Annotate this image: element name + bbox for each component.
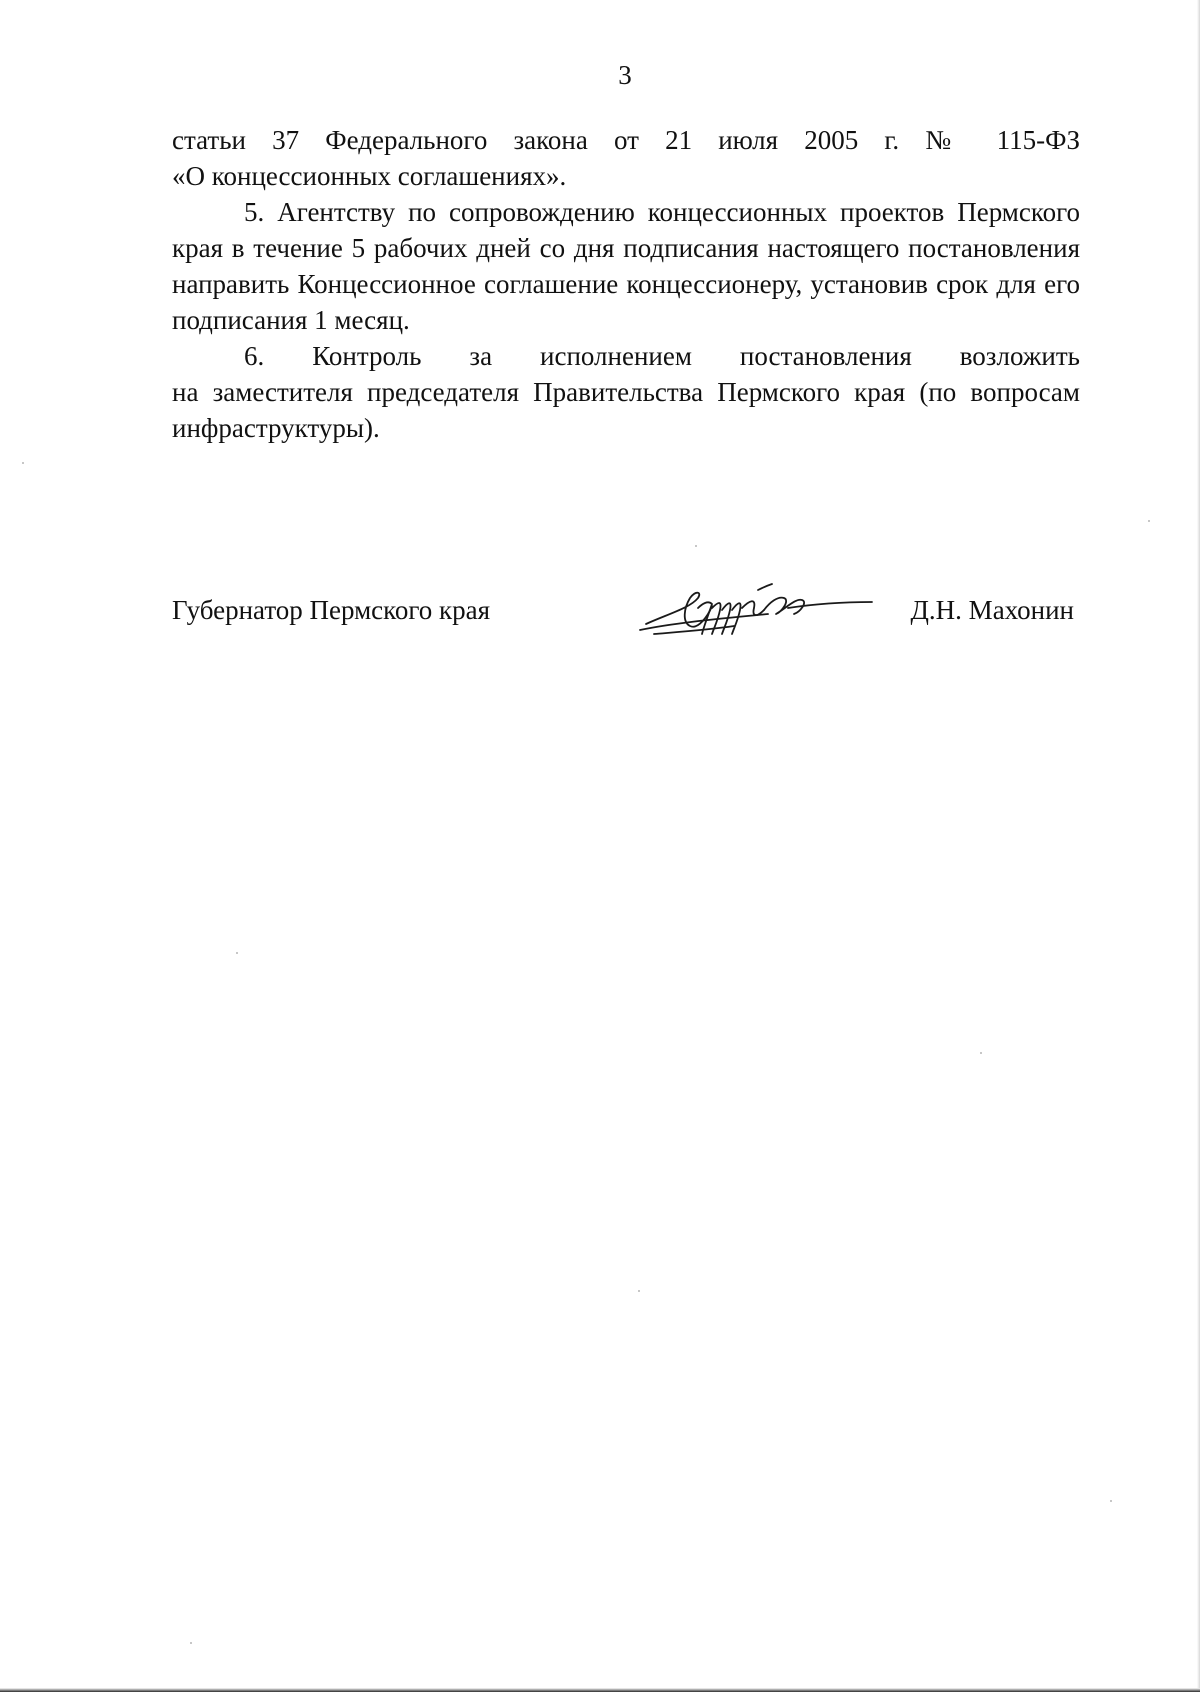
signatory-title: Губернатор Пермского края <box>172 595 491 625</box>
paragraph-item-5: 5. Агентству по сопровождению концессионных проектов Пермского края в течение 5 рабочих дней со дня подписания настоящего постановления направить Концессионное соглашение концессионеру, установив срок для его подписания 1 месяц. <box>172 197 1080 335</box>
scan-speck <box>695 545 697 547</box>
scan-speck <box>1110 1500 1112 1502</box>
handwritten-signature <box>638 568 878 648</box>
scan-speck <box>236 952 238 954</box>
paragraph-item-6-first-line: 6. Контроль за исполнением постановления возложить <box>244 341 1080 371</box>
scan-speck <box>638 1290 640 1292</box>
page-number: 3 <box>618 60 632 90</box>
signatory-name: Д.Н. Махонин <box>910 595 1074 625</box>
document-body <box>172 122 1080 446</box>
scan-speck <box>980 1052 982 1054</box>
scan-speck <box>1148 520 1150 522</box>
scan-speck <box>22 462 24 464</box>
paragraph-continuation-end: «О концессионных соглашениях». <box>172 161 567 191</box>
scan-speck <box>190 1642 192 1644</box>
scan-edge-bottom <box>0 1688 1200 1692</box>
paragraph-item-6-rest: на заместителя председателя Правительства Пермского края (по вопросам инфраструктуры). <box>172 377 1080 443</box>
paragraph-continuation-line: статьи 37 Федерального закона от 21 июля 2005 г. № 115-ФЗ <box>172 125 1080 155</box>
